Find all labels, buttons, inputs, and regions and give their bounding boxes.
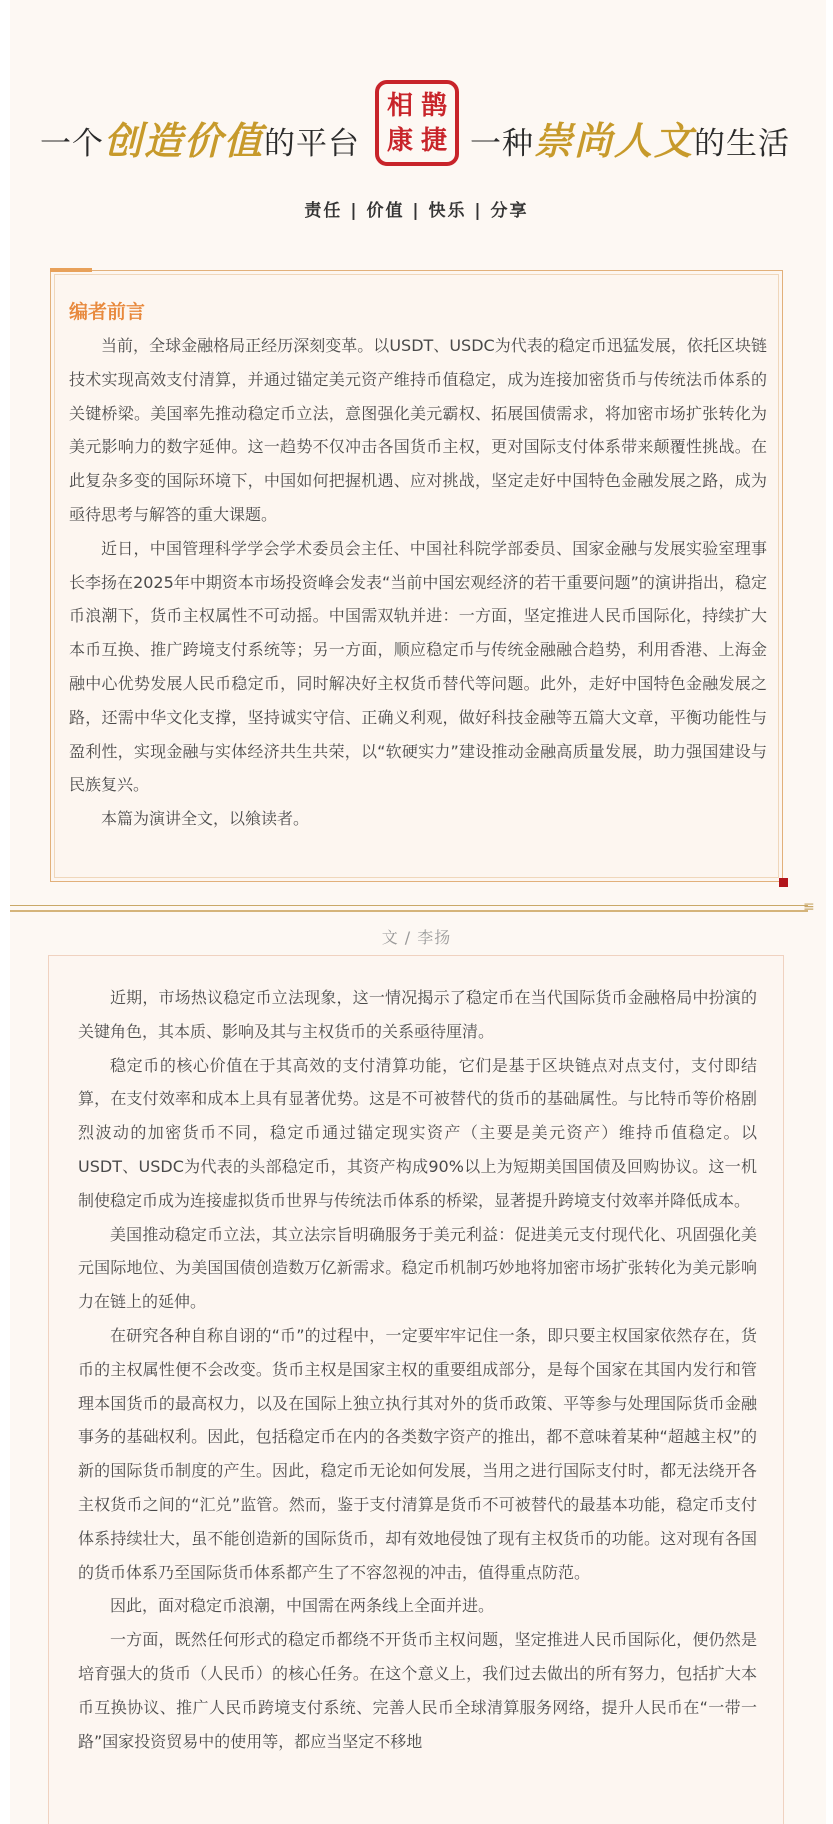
seal-char: 相 (386, 90, 413, 121)
article-body (78, 981, 757, 1758)
menu-lines-icon: ≡ (803, 899, 815, 915)
seal-char: 康 (386, 125, 413, 156)
article-paragraph: 近期，市场热议稳定币立法现象，这一情况揭示了稳定币在当代国际货币金融格局中扮演的关键角色，其本质、影响及其与主权货币的关系亟待厘清。 (78, 988, 757, 1041)
article-paragraph: 一方面，既然任何形式的稳定币都绕不开货币主权问题，坚定推进人民币国际化，便仍然是培育强大的货币（人民币）的核心任务。在这个意义上，我们过去做出的所有努力，包括扩大本币互换协议、推广人民币跨境支付系统、完善人民币全球清算服务网络，提升人民币在“一带一路”国家投资贸易中的使用等，都应当坚定不移地 (78, 1630, 757, 1751)
article-box (48, 955, 784, 1824)
article-paragraph: 美国推动稳定币立法，其立法宗旨明确服务于美元利益：促进美元支付现代化、巩固强化美元国际地位、为美国国债创造数万亿新需求。稳定币机制巧妙地将加密市场扩张转化为美元影响力在链上的延伸。 (78, 1224, 757, 1312)
article-paragraph: 因此，面对稳定币浪潮，中国需在两条线上全面并进。 (110, 1596, 495, 1616)
preface-paragraph: 近日，中国管理科学学会学术委员会主任、中国社科院学部委员、国家金融与发展实验室理事长李扬在2025年中期资本市场投资峰会发表“当前中国宏观经济的若干重要问题”的演讲指出，稳定币浪潮下，货币主权属性不可动摇。中国需双轨并进：一方面，坚定推进人民币国际化，持续扩大本币互换、推广跨境支付系统等；另一方面，顺应稳定币与传统金融融合趋势，利用香港、上海金融中心优势发展人民币稳定币，同时解决好主权货币替代等问题。此外，走好中国特色金融发展之路，还需中华文化支撑，坚持诚实守信、正确义利观，做好科技金融等五篇大文章，平衡功能性与盈利性，实现金融与实体经济共生共荣，以“软硬实力”建设推动金融高质量发展，助力强国建设与民族复兴。 (69, 538, 767, 795)
preface-box (50, 270, 783, 882)
divider-line (10, 905, 808, 906)
preface-accent-bar (50, 268, 92, 272)
seal-logo (375, 80, 459, 166)
preface-corner-mark (779, 878, 788, 887)
preface-paragraph: 当前，全球金融格局正经历深刻变革。以USDT、USDC为代表的稳定币迅猛发展，依托区块链技术实现高效支付清算，并通过锚定美元资产维持币值稳定，成为连接加密货币与传统法币体系的关键桥梁。美国率先推动稳定币立法，意图强化美元霸权、拓展国债需求，将加密市场扩张转化为美元影响力的数字延伸。这一趋势不仅冲击各国货币主权，更对国际支付体系带来颠覆性挑战。在此复杂多变的国际环境下，中国如何把握机遇、应对挑战，坚定走好中国特色金融发展之路，成为亟待思考与解答的重大课题。 (69, 336, 767, 524)
preface-body (69, 329, 767, 836)
tagline: 责任 | 价值 | 快乐 | 分享 (304, 201, 529, 221)
article-paragraph: 在研究各种自称自诩的“币”的过程中，一定要牢牢记住一条，即只要主权国家依然存在，货币的主权属性便不会改变。货币主权是国家主权的重要组成部分，是每个国家在其国内发行和管理本国货币的最高权力，以及在国际上独立执行其对外的货币政策、平等参与处理国际货币金融事务的基础权利。因此，包括稳定币在内的各类数字资产的推出，都不意味着某种“超越主权”的新的国际货币制度的产生。因此，稳定币无论如何发展，当用之进行国际支付时，都无法绕开各主权货币之间的“汇兑”监管。然而，鉴于支付清算是货币不可被替代的最基本功能，稳定币支付体系持续壮大，虽不能创造新的国际货币，却有效地侵蚀了现有主权货币的功能。这对现有各国的货币体系乃至国际货币体系都产生了不容忽视的冲击，值得重点防范。 (78, 1325, 757, 1582)
slogan-left-highlight: 创造价值 (104, 118, 265, 163)
article-paragraph: 稳定币的核心价值在于其高效的支付清算功能，它们是基于区块链点对点支付，支付即结算，在支付效率和成本上具有显著优势。这是不可被替代的货币的基础属性。与比特币等价格剧烈波动的加密货币不同，稳定币通过锚定现实资产（主要是美元资产）维持币值稳定。以USDT、USDC为代表的头部稳定币，其资产构成90%以上为短期美国国债及回购协议。这一机制使稳定币成为连接虚拟货币世界与传统法币体系的桥梁，显著提升跨境支付效率并降低成本。 (78, 1055, 757, 1210)
header-banner (0, 70, 833, 221)
slogan-right (470, 110, 790, 165)
seal-char: 鹊 (420, 90, 447, 121)
preface-paragraph: 本篇为演讲全文，以飨读者。 (101, 809, 310, 829)
slogan-right-post: 的生活 (694, 126, 791, 162)
slogan-left-pre: 一个 (40, 126, 104, 162)
preface-title: 编者前言 (69, 301, 146, 323)
divider-line (10, 910, 808, 912)
slogan-left-post: 的平台 (264, 126, 361, 162)
author-byline: 文 / 李扬 (381, 928, 452, 947)
slogan-right-pre: 一种 (470, 126, 534, 162)
slogan-left (40, 110, 360, 165)
slogan-right-highlight: 崇尚人文 (534, 118, 695, 163)
seal-char: 捷 (420, 125, 447, 156)
